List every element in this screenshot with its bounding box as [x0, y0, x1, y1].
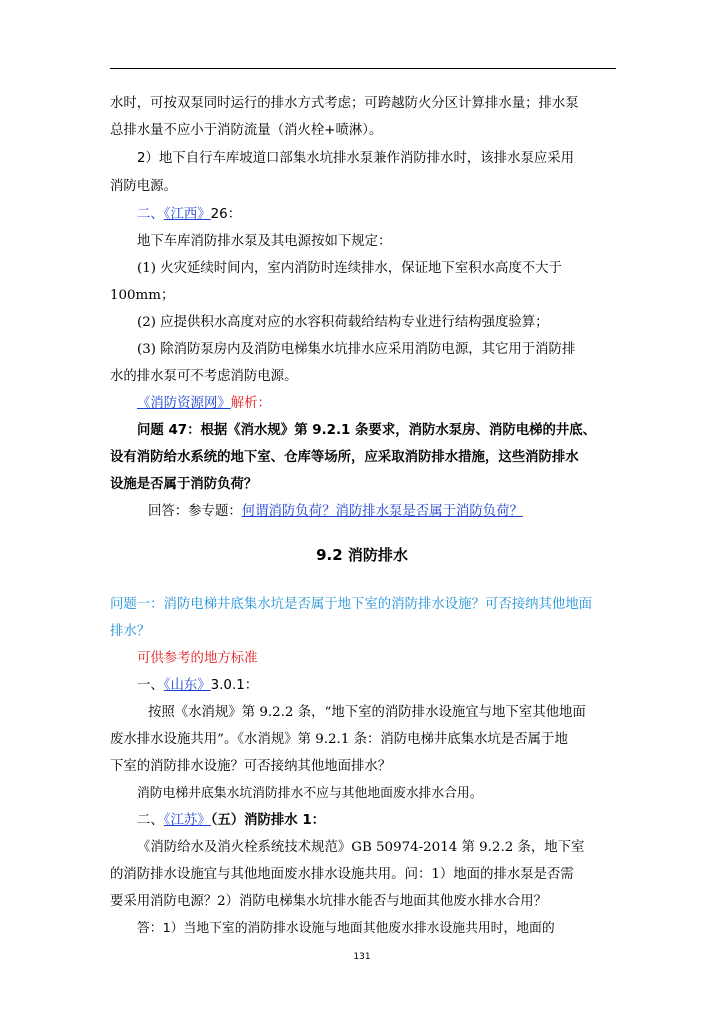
answer-label: 回答：参专题： — [148, 504, 242, 519]
clause-number: 26： — [210, 207, 242, 222]
xiaofang-resource-link[interactable]: 《消防资源网》 — [137, 396, 231, 411]
analysis-label: 解析： — [230, 396, 271, 411]
list-number: 二、 — [137, 207, 164, 222]
local-standards-label: 可供参考的地方标准 — [137, 651, 258, 666]
list-number: 一、 — [137, 678, 164, 693]
source-line-shandong — [137, 677, 258, 695]
text-line: 消防电源。 — [110, 179, 177, 194]
text-line: 下室的消防排水设施？可否接纳其他地面排水？ — [110, 759, 392, 774]
jiangxi-link[interactable]: 《江西》 — [163, 207, 211, 222]
clause-number: 3.0.1： — [210, 678, 259, 693]
text-line: 答：1）当地下室的消防排水设施与地面其他废水排水设施共用时，地面的 — [137, 921, 555, 936]
list-number: 二、 — [137, 813, 164, 828]
clause-title: （五）消防排水 1： — [210, 813, 326, 828]
text-line: 按照《水消规》第 9.2.2 条，“地下室的消防排水设施宜与地下室其他地面 — [148, 705, 586, 720]
text-line: 地下车库消防排水泵及其电源按如下规定： — [137, 234, 392, 249]
header-rule — [110, 68, 616, 69]
jiangsu-link[interactable]: 《江苏》 — [163, 813, 211, 828]
text-line: 废水排水设施共用”。《水消规》第 9.2.1 条：消防电梯井底集水坑是否属于地 — [110, 732, 568, 747]
analysis-line — [137, 395, 271, 413]
fire-load-topic-link[interactable]: 何谓消防负荷？消防排水泵是否属于消防负荷？ — [241, 504, 523, 519]
text-line: 总排水量不应小于消防流量（消火栓+喷淋）。 — [110, 123, 383, 138]
text-line: 要采用消防电源？2）消防电梯集水坑排水能否与地面其他废水排水合用？ — [110, 894, 548, 909]
source-line-jiangxi — [137, 206, 241, 224]
question-one: 排水？ — [110, 624, 151, 639]
question-47: 问题 47：根据《消水规》第 9.2.1 条要求，消防水泵房、消防电梯的井底、 — [137, 423, 597, 438]
source-line-jiangsu — [137, 812, 325, 830]
text-line: (1) 火灾延续时间内，室内消防时连续排水，保证地下室积水高度不大于 — [137, 261, 562, 276]
text-line: 的消防排水设施宜与其他地面废水排水设施共用。问：1）地面的排水泵是否需 — [110, 867, 574, 882]
section-heading: 9.2 消防排水 — [316, 546, 408, 564]
question-47: 设施是否属于消防负荷？ — [110, 477, 258, 492]
answer-line — [148, 503, 523, 521]
text-line: (2) 应提供积水高度对应的水容积荷载给结构专业进行结构强度验算； — [137, 315, 549, 330]
text-line: 《消防给水及消火栓系统技术规范》GB 50974-2014 第 9.2.2 条，地下室 — [137, 840, 585, 855]
shandong-link[interactable]: 《山东》 — [163, 678, 211, 693]
text-line: 水时，可按双泵同时运行的排水方式考虑；可跨越防火分区计算排水量；排水泵 — [110, 96, 579, 111]
text-line: 消防电梯井底集水坑消防排水不应与其他地面废水排水合用。 — [137, 786, 483, 801]
text-line: 水的排水泵可不考虑消防电源。 — [110, 369, 298, 384]
page-number: 131 — [353, 952, 371, 962]
question-one: 问题一：消防电梯井底集水坑是否属于地下室的消防排水设施？可否接纳其他地面 — [110, 597, 593, 612]
text-line: 2）地下自行车库坡道口部集水坑排水泵兼作消防排水时，该排水泵应采用 — [137, 151, 575, 166]
text-line: 100mm； — [110, 288, 175, 303]
text-line: (3) 除消防泵房内及消防电梯集水坑排水应采用消防电源，其它用于消防排 — [137, 342, 576, 357]
question-47: 设有消防给水系统的地下室、仓库等场所，应采取消防排水措施，这些消防排水 — [110, 450, 579, 465]
